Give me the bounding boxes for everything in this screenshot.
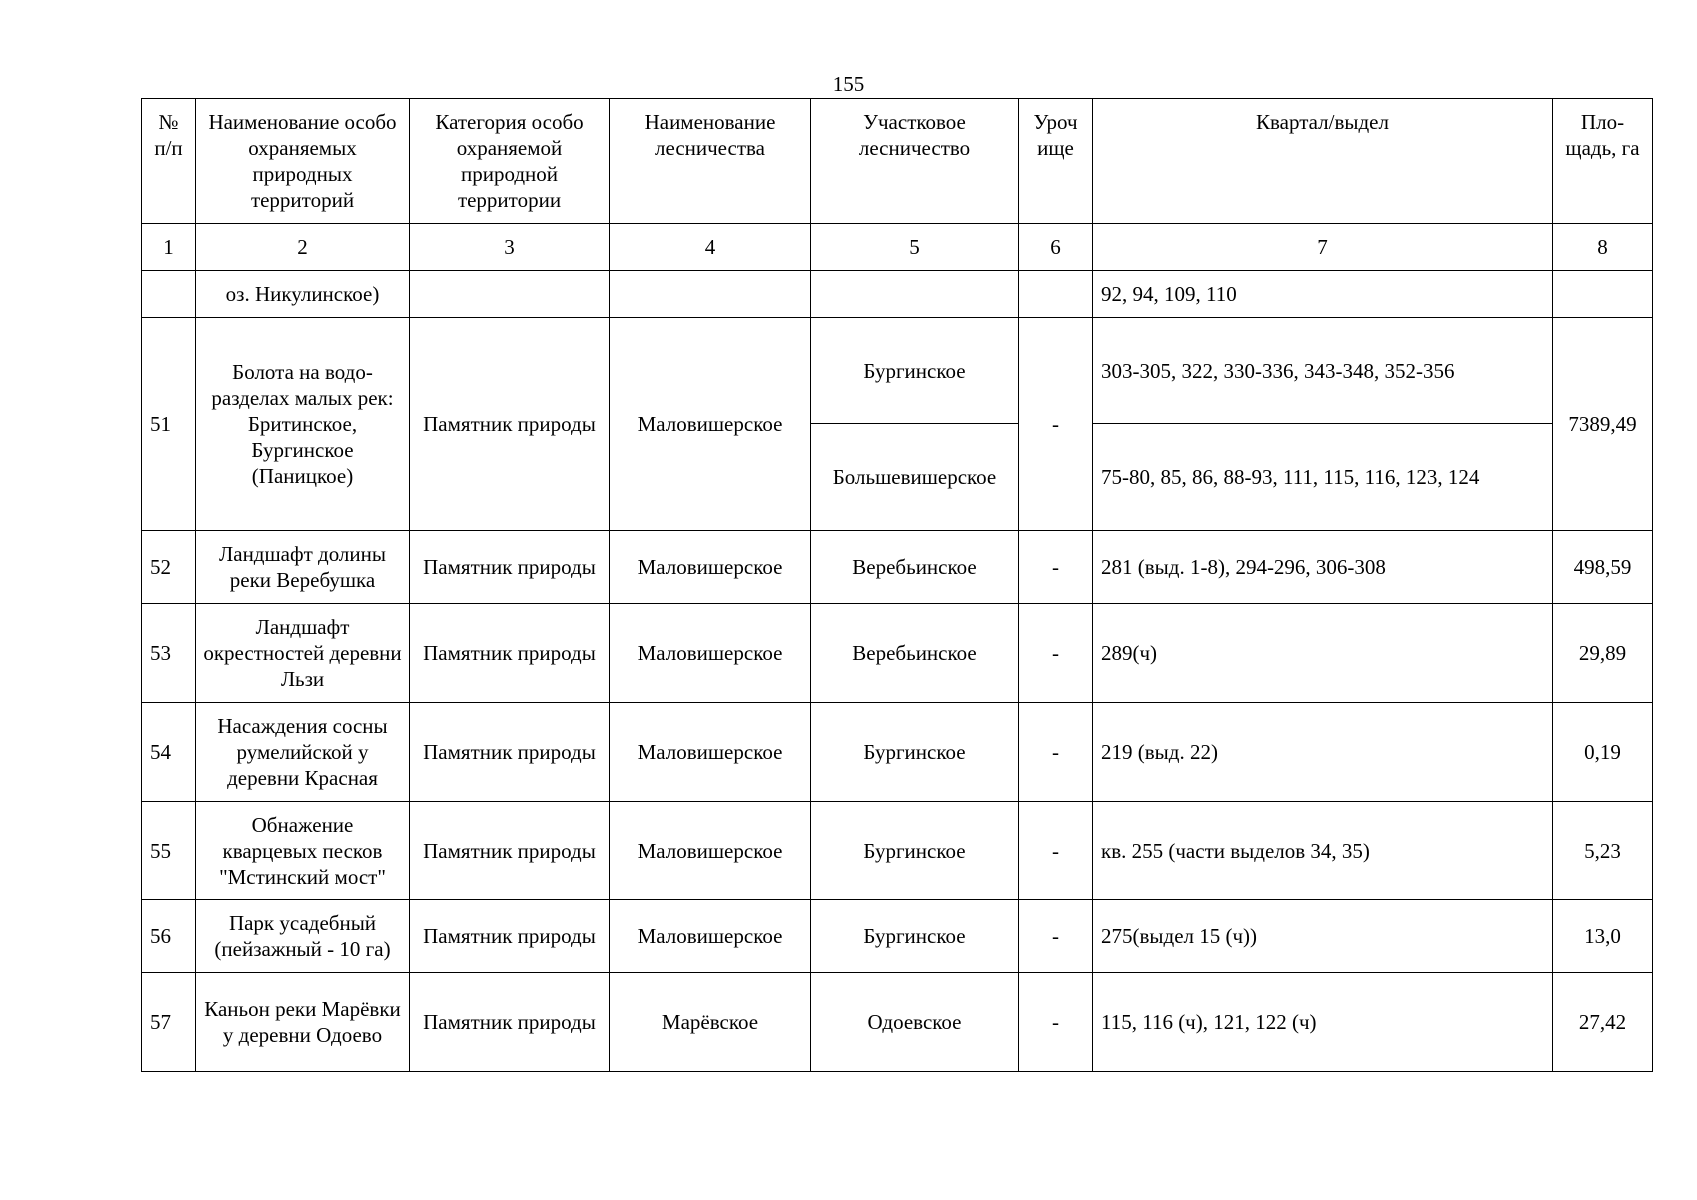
cell-forestry: Маловишерское <box>610 318 811 531</box>
cell-name: Ландшафт окрестностей деревни Льзи <box>196 604 410 703</box>
cell-urochishe: - <box>1019 318 1093 531</box>
cell-category: Памятник природы <box>410 973 610 1072</box>
cell-forestry: Марёвское <box>610 973 811 1072</box>
cell-category: Памятник природы <box>410 900 610 973</box>
cell-empty <box>1019 271 1093 318</box>
cell-empty <box>610 271 811 318</box>
cell-area: 5,23 <box>1553 802 1653 900</box>
cell-empty <box>142 271 196 318</box>
cell-number: 56 <box>142 900 196 973</box>
cell-district: Бургинское <box>811 802 1019 900</box>
cell-kvartal: 92, 94, 109, 110 <box>1093 271 1553 318</box>
cell-district: Бургинское <box>811 703 1019 802</box>
cell-forestry: Маловишерское <box>610 802 811 900</box>
cell-kvartal: 75-80, 85, 86, 88-93, 111, 115, 116, 123, 124 <box>1093 424 1553 531</box>
column-number: 7 <box>1093 224 1553 271</box>
cell-urochishe: - <box>1019 973 1093 1072</box>
cell-urochishe: - <box>1019 531 1093 604</box>
cell-forestry: Маловишерское <box>610 703 811 802</box>
cell-number: 57 <box>142 973 196 1072</box>
cell-forestry: Маловишерское <box>610 604 811 703</box>
column-number: 6 <box>1019 224 1093 271</box>
cell-kvartal: кв. 255 (части выделов 34, 35) <box>1093 802 1553 900</box>
cell-name: Ландшафт долины реки Веребушка <box>196 531 410 604</box>
header-row <box>142 99 1653 224</box>
cell-urochishe: - <box>1019 703 1093 802</box>
cell-category: Памятник природы <box>410 703 610 802</box>
cell-kvartal: 275(выдел 15 (ч)) <box>1093 900 1553 973</box>
cell-area: 27,42 <box>1553 973 1653 1072</box>
cell-district: Бургинское <box>811 318 1019 424</box>
column-number: 5 <box>811 224 1019 271</box>
continuation-row <box>142 271 1653 318</box>
cell-number: 52 <box>142 531 196 604</box>
cell-kvartal: 289(ч) <box>1093 604 1553 703</box>
column-number: 1 <box>142 224 196 271</box>
cell-category: Памятник природы <box>410 604 610 703</box>
cell-urochishe: - <box>1019 604 1093 703</box>
header-area: Пло-щадь, га <box>1553 99 1653 224</box>
cell-empty <box>410 271 610 318</box>
cell-number: 54 <box>142 703 196 802</box>
cell-forestry: Маловишерское <box>610 531 811 604</box>
cell-name: Болота на водо-разделах малых рек: Бритинское, Бургинское (Паницкое) <box>196 318 410 531</box>
header-district: Участковое лесничество <box>811 99 1019 224</box>
cell-empty <box>811 271 1019 318</box>
cell-name: Насаждения сосны румелийской у деревни Красная <box>196 703 410 802</box>
cell-number: 55 <box>142 802 196 900</box>
table-row <box>142 703 1653 802</box>
cell-name: Каньон реки Марёвки у деревни Одоево <box>196 973 410 1072</box>
cell-name: оз. Никулинское) <box>196 271 410 318</box>
cell-name: Парк усадебный (пейзажный - 10 га) <box>196 900 410 973</box>
cell-category: Памятник природы <box>410 802 610 900</box>
cell-kvartal: 281 (выд. 1-8), 294-296, 306-308 <box>1093 531 1553 604</box>
cell-number: 53 <box>142 604 196 703</box>
table-row <box>142 900 1653 973</box>
cell-empty <box>1553 271 1653 318</box>
header-forestry: Наименование лесничества <box>610 99 811 224</box>
cell-district: Веребьинское <box>811 604 1019 703</box>
column-number: 2 <box>196 224 410 271</box>
table-row <box>142 973 1653 1072</box>
cell-urochishe: - <box>1019 802 1093 900</box>
header-number: № п/п <box>142 99 196 224</box>
header-name: Наименование особо охраняемых природных территорий <box>196 99 410 224</box>
cell-urochishe: - <box>1019 900 1093 973</box>
column-number: 3 <box>410 224 610 271</box>
column-number: 8 <box>1553 224 1653 271</box>
page-number: 155 <box>832 72 865 96</box>
table-row-51 <box>142 318 1653 424</box>
cell-area: 13,0 <box>1553 900 1653 973</box>
cell-kvartal: 303-305, 322, 330-336, 343-348, 352-356 <box>1093 318 1553 424</box>
table-row <box>142 531 1653 604</box>
cell-area: 7389,49 <box>1553 318 1653 531</box>
cell-area: 0,19 <box>1553 703 1653 802</box>
cell-number: 51 <box>142 318 196 531</box>
cell-category: Памятник природы <box>410 318 610 531</box>
cell-category: Памятник природы <box>410 531 610 604</box>
cell-kvartal: 219 (выд. 22) <box>1093 703 1553 802</box>
cell-district: Бургинское <box>811 900 1019 973</box>
column-number-row <box>142 224 1653 271</box>
cell-area: 498,59 <box>1553 531 1653 604</box>
cell-district: Одоевское <box>811 973 1019 1072</box>
header-kvartal: Квартал/выдел <box>1093 99 1553 224</box>
cell-forestry: Маловишерское <box>610 900 811 973</box>
table-row <box>142 802 1653 900</box>
header-category: Категория особо охраняемой природной территории <box>410 99 610 224</box>
protected-areas-table <box>141 98 1653 1072</box>
table-row <box>142 604 1653 703</box>
cell-district: Большевишерское <box>811 424 1019 531</box>
header-urochishe: Уроч ище <box>1019 99 1093 224</box>
cell-kvartal: 115, 116 (ч), 121, 122 (ч) <box>1093 973 1553 1072</box>
cell-district: Веребьинское <box>811 531 1019 604</box>
cell-name: Обнажение кварцевых песков "Мстинский мост" <box>196 802 410 900</box>
column-number: 4 <box>610 224 811 271</box>
cell-area: 29,89 <box>1553 604 1653 703</box>
